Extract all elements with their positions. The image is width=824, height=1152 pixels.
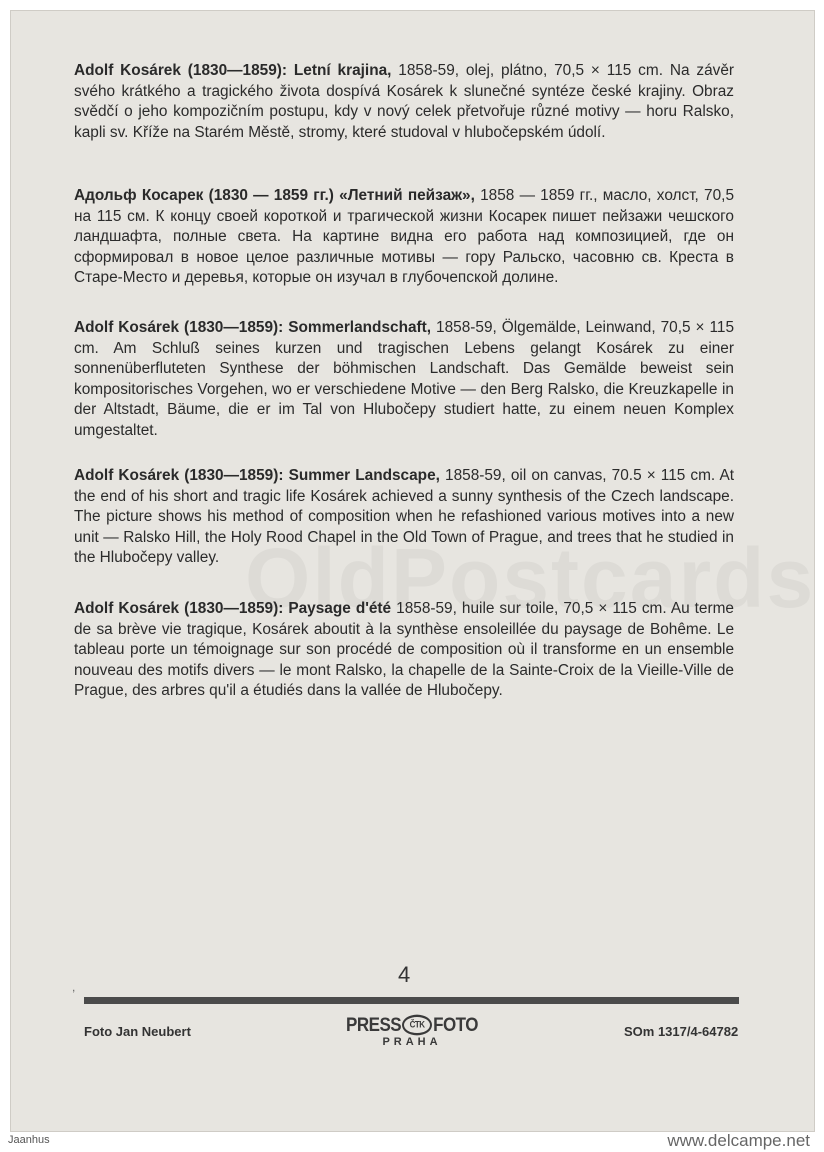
site-watermark: www.delcampe.net xyxy=(667,1131,810,1150)
paragraph-german xyxy=(74,318,734,442)
paragraph-heading: Adolf Kosárek (1830—1859): Summer Landscape, xyxy=(74,467,440,484)
paragraph-body: 1858-59, olej, plátno, 70,5 × 115 cm. Na závěr svého krátkého a tragického života dospívá Kosárek k slunečné syntéze české krajiny. Obraz svědčí o jeho kompozičním postupu, kdy v nový celek přetvořuje různé motivy — horu Ralsko, kapli sv. Kříže na Starém Městě, stromy, které studoval v hlubočepském údolí. xyxy=(74,62,735,141)
publisher-logo xyxy=(346,1015,478,1055)
paragraph-heading: Adolf Kosárek (1830—1859): Paysage d'été xyxy=(74,600,392,617)
paragraph-heading: Adolf Kosárek (1830—1859): Sommerlandschaft, xyxy=(74,319,432,336)
paragraph-body: 1858-59, oil on canvas, 70.5 × 115 cm. At the end of his short and tragic life Kosárek achieved a sunny synthesis of the Czech landscape. The picture shows his method of composition when he refashioned various motives into a new unit — Ralsko Hill, the Holy Rood Chapel in the Old Town of Prague, and trees that he studied in the Hlubočepy valley. xyxy=(74,467,734,567)
logo-text-praha: PRAHA xyxy=(382,1036,442,1048)
paragraph-french xyxy=(74,599,734,702)
photo-credit: Foto Jan Neubert xyxy=(84,1024,191,1039)
paragraph-english xyxy=(74,466,734,569)
seller-name: Jaanhus xyxy=(8,1134,50,1146)
logo-text-press: PRESS xyxy=(346,1013,402,1036)
paragraph-body: 1858 — 1859 гг., масло, холст, 70,5 на 115 см. К концу своей короткой и трагической жизни Косарек пишет пейзажи чешского ландшафта, полные света. На картине видна его работа над композицией, где он сформировал в новое целое различные мотивы — гору Ральско, часовню св. Креста в Старе-Место и деревья, которые он изучал в глубочепской долине. xyxy=(74,187,734,287)
paragraph-russian xyxy=(74,186,734,289)
stray-mark: , xyxy=(72,980,76,994)
paragraph-czech xyxy=(74,61,734,143)
logo-text-foto: FOTO xyxy=(433,1013,478,1036)
divider-rule xyxy=(84,997,739,1004)
catalog-number: SOm 1317/4-64782 xyxy=(624,1024,739,1039)
page-number: 4 xyxy=(398,962,411,987)
paragraph-body: 1858-59, Ölgemälde, Leinwand, 70,5 × 115 cm. Am Schluß seines kurzen und tragischen Lebens gelangt Kosárek zu einer sonnenüberfluteten Synthese der böhmischen Landschaft. Das Gemälde beweist sein kompositorisches Vorgehen, wo er verschiedene Motive — den Berg Ralsko, die Kreuzkapelle in der Altstadt, Bäume, die er im Tal von Hlubočepy studiert hatte, zu einem neuen Komplex umgestaltet. xyxy=(74,319,735,439)
paragraph-heading: Adolf Kosárek (1830—1859): Letní krajina, xyxy=(74,62,392,79)
paragraph-heading: Адольф Косарек (1830 — 1859 гг.) «Летний пейзаж», xyxy=(74,187,475,204)
ctk-logo-icon: ČTK xyxy=(402,1015,432,1036)
paragraph-body: 1858-59, huile sur toile, 70,5 × 115 cm. Au terme de sa brève vie tragique, Kosárek aboutit à la synthèse ensoleillée du paysage de Bohême. Le tableau porte un témoignage sur son procédé de composition où il transforme en un ensemble nouveau des motifs divers — le mont Ralsko, la chapelle de la Sainte-Croix de la Vieille-Ville de Prague, des arbres qu'il a étudiés dans la vallée de Hlubočepy. xyxy=(74,600,734,700)
